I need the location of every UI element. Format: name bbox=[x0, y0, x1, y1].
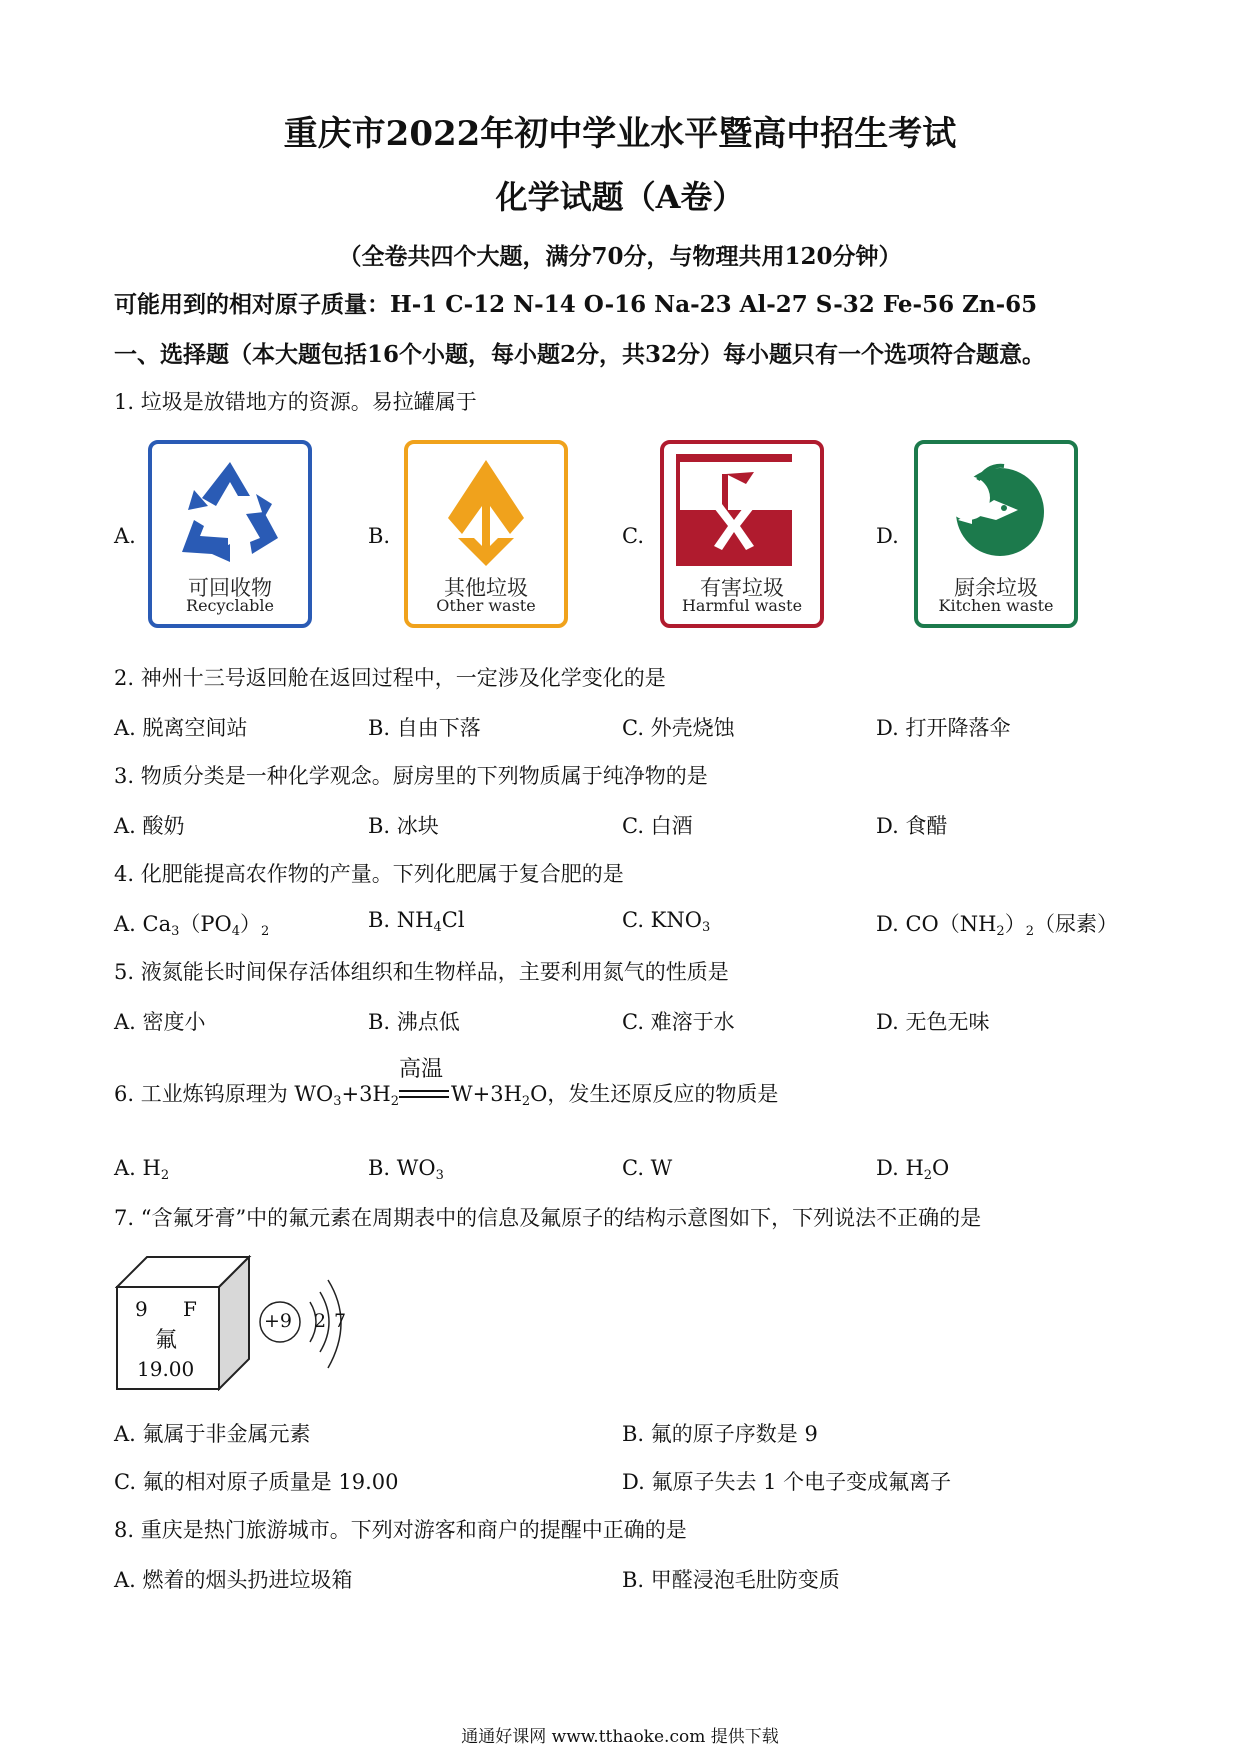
q2-option-c: C. 外壳烧蚀 bbox=[622, 716, 735, 740]
page-title: 重庆市2022年初中学业水平暨高中招生考试 bbox=[283, 114, 957, 154]
element-name: 氟 bbox=[155, 1328, 178, 1353]
question-1-stem: 1. 垃圾是放错地方的资源。易拉罐属于 bbox=[114, 390, 477, 414]
atom-nucleus: +9 bbox=[264, 1310, 293, 1332]
kitchen-waste-sign bbox=[914, 440, 1078, 628]
recyclable-sign bbox=[148, 440, 312, 628]
reaction-arrow bbox=[399, 1056, 451, 1106]
q6-option-c: C. W bbox=[622, 1156, 673, 1180]
atom-structure-diagram bbox=[258, 1270, 358, 1380]
q8-option-a: A. 燃着的烟头扔进垃圾箱 bbox=[114, 1568, 353, 1592]
q7-option-a: A. 氟属于非金属元素 bbox=[114, 1422, 311, 1446]
page-subtitle: 化学试题（A卷） bbox=[495, 178, 745, 216]
q1-option-c-letter: C. bbox=[622, 524, 644, 548]
atom-shell-2: 7 bbox=[334, 1310, 347, 1332]
q4-option-d: D. $CO(NH_2)_2$（尿素） bbox=[876, 912, 1118, 939]
q5-option-a: A. 密度小 bbox=[114, 1010, 206, 1034]
q1-option-d-letter: D. bbox=[876, 524, 899, 548]
q8-option-b: B. 甲醛浸泡毛肚防变质 bbox=[622, 1568, 840, 1592]
other-waste-sign bbox=[404, 440, 568, 628]
q7-option-b: B. 氟的原子序数是 9 bbox=[622, 1422, 818, 1446]
q5-option-c: C. 难溶于水 bbox=[622, 1010, 735, 1034]
q7-option-d: D. 氟原子失去 1 个电子变成氟离子 bbox=[622, 1470, 952, 1494]
reaction-condition: 高温 bbox=[399, 1056, 444, 1082]
q5-option-d: D. 无色无味 bbox=[876, 1010, 990, 1034]
q3-option-b: B. 冰块 bbox=[368, 814, 439, 838]
q4-option-c: C. $KNO_3$ bbox=[622, 908, 711, 935]
atomic-masses: 可能用到的相对原子质量：H-1 C-12 N-14 O-16 Na-23 Al-27 S-32 Fe-56 Zn-65 bbox=[114, 291, 1038, 318]
q4-option-b: B. $NH_4Cl$ bbox=[368, 908, 465, 935]
question-5-stem: 5. 液氮能长时间保存活体组织和生物样品，主要利用氮气的性质是 bbox=[114, 960, 729, 984]
q6-option-a: A. $H_2$ bbox=[114, 1156, 170, 1183]
q2-option-d: D. 打开降落伞 bbox=[876, 716, 1011, 740]
element-mass: 19.00 bbox=[137, 1357, 195, 1381]
recyclable-label-zh: 可回收物 bbox=[188, 576, 272, 600]
other-waste-icon bbox=[428, 454, 544, 570]
question-4-stem: 4. 化肥能提高农作物的产量。下列化肥属于复合肥的是 bbox=[114, 862, 624, 886]
question-6-stem: 6. 工业炼钨原理为 $WO_3+3H_2$ 高温 $W+3H_2O$，发生还原反应的物质是 bbox=[114, 1078, 778, 1109]
section-heading: 一、选择题（本大题包括16个小题，每小题2分，共32分）每小题只有一个选项符合题意。 bbox=[114, 341, 1046, 368]
atom-shell-1: 2 bbox=[314, 1310, 327, 1332]
question-2-stem: 2. 神州十三号返回舱在返回过程中，一定涉及化学变化的是 bbox=[114, 666, 666, 690]
element-symbol: F bbox=[183, 1297, 197, 1321]
element-number: 9 bbox=[135, 1297, 148, 1321]
q2-option-a: A. 脱离空间站 bbox=[114, 716, 248, 740]
q2-option-b: B. 自由下落 bbox=[368, 716, 481, 740]
harmful-waste-sign bbox=[660, 440, 824, 628]
harmful-waste-label-en: Harmful waste bbox=[681, 596, 803, 615]
kitchen-waste-label-en: Kitchen waste bbox=[938, 596, 1054, 615]
question-7-stem: 7. “含氟牙膏”中的氟元素在周期表中的信息及氟原子的结构示意图如下，下列说法不正确的是 bbox=[114, 1206, 982, 1230]
q1-option-b-letter: B. bbox=[368, 524, 391, 548]
footer-source: 通通好课网 www.tthaoke.com 提供下载 bbox=[461, 1727, 779, 1747]
recyclable-label-en: Recyclable bbox=[186, 596, 274, 615]
other-waste-label-en: Other waste bbox=[436, 596, 536, 615]
harmful-waste-icon bbox=[676, 454, 792, 570]
question-3-stem: 3. 物质分类是一种化学观念。厨房里的下列物质属于纯净物的是 bbox=[114, 764, 708, 788]
q3-option-a: A. 酸奶 bbox=[114, 814, 185, 838]
q1-option-a-letter: A. bbox=[114, 524, 136, 548]
periodic-table-cell bbox=[115, 1255, 255, 1395]
q6-option-b: B. $WO_3$ bbox=[368, 1156, 444, 1183]
q7-option-c: C. 氟的相对原子质量是 19.00 bbox=[114, 1470, 399, 1494]
q3-option-c: C. 白酒 bbox=[622, 814, 693, 838]
other-waste-label-zh: 其他垃圾 bbox=[444, 576, 528, 600]
kitchen-waste-label-zh: 厨余垃圾 bbox=[954, 576, 1038, 600]
recycle-icon bbox=[172, 454, 288, 570]
q3-option-d: D. 食醋 bbox=[876, 814, 948, 838]
exam-note: （全卷共四个大题，满分70分，与物理共用120分钟） bbox=[338, 243, 902, 270]
question-8-stem: 8. 重庆是热门旅游城市。下列对游客和商户的提醒中正确的是 bbox=[114, 1518, 687, 1542]
harmful-waste-label-zh: 有害垃圾 bbox=[700, 576, 784, 600]
q5-option-b: B. 沸点低 bbox=[368, 1010, 460, 1034]
q4-option-a: A. $Ca_3(PO_4)_2$ bbox=[114, 912, 270, 939]
kitchen-waste-icon bbox=[938, 454, 1054, 570]
q6-option-d: D. $H_2O$ bbox=[876, 1156, 950, 1183]
